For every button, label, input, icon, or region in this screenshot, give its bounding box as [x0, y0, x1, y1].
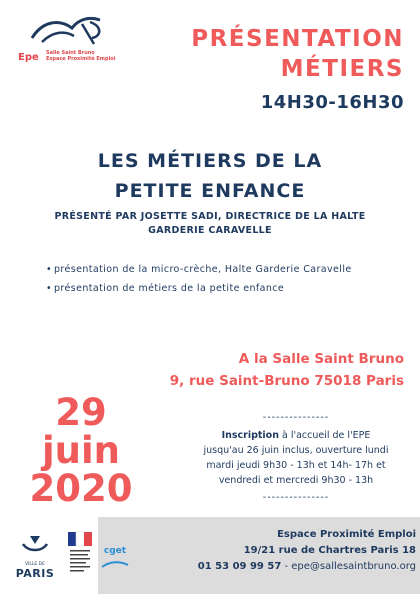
footer-name: Espace Proximité Emploi	[277, 529, 416, 540]
inscription-block	[178, 428, 414, 488]
date-month: juin	[41, 429, 121, 472]
republique-logo	[66, 530, 96, 582]
paris-ville: VILLE DE	[24, 562, 45, 567]
presenter-line1: PRÉSENTÉ PAR JOSETTE SADI, DIRECTRICE DE LA HALTE	[54, 211, 366, 222]
venue-line1: A la Salle Saint Bruno	[238, 351, 404, 367]
footer-email[interactable]: - epe@sallesaintbruno.org	[281, 561, 416, 572]
bird-logo-icon	[28, 14, 108, 52]
venue	[170, 348, 404, 392]
marianne-flag-icon	[66, 530, 94, 582]
inscription-line1: à l'accueil de l'EPE	[278, 430, 371, 441]
main-title	[0, 146, 420, 206]
bullet-list	[46, 262, 368, 300]
logo-line2: Espace Proximité Emploi	[46, 56, 116, 62]
inscription-line2: jusqu'au 26 juin inclus, ouverture lundi	[203, 445, 389, 456]
event-date	[26, 391, 136, 510]
logo-line1: Salle Saint Bruno	[46, 50, 95, 56]
inscription-line4: vendredi et mercredi 9h30 - 13h	[218, 475, 374, 486]
inscription-label: Inscription	[221, 430, 279, 441]
presenter	[30, 210, 390, 238]
header-title-line2: MÉTIERS	[280, 56, 404, 82]
presenter-line2: GARDERIE CARAVELLE	[148, 225, 272, 236]
date-year: 2020	[29, 467, 133, 510]
epe-logo	[18, 14, 128, 78]
paris-ship-icon	[20, 532, 50, 556]
header-time: 14H30-16H30	[260, 92, 404, 113]
date-day: 29	[55, 391, 107, 434]
main-title-line1: LES MÉTIERS DE LA	[97, 150, 323, 172]
header-title	[191, 24, 404, 84]
venue-line2: 9, rue Saint-Bruno 75018 Paris	[169, 373, 404, 389]
main-title-line2: PETITE ENFANCE	[114, 180, 306, 202]
paris-logo	[12, 532, 58, 584]
inscription-line3: mardi jeudi 9h30 - 13h et 14h- 17h et	[206, 460, 386, 471]
list-item: • présentation de métiers de la petite enfance	[46, 281, 368, 296]
header-title-line1: PRÉSENTATION	[191, 26, 404, 52]
footer-contact	[100, 527, 416, 575]
divider-top: ---------------	[262, 412, 330, 423]
paris-name: PARIS	[15, 567, 55, 580]
footer-phone[interactable]: 01 53 09 99 57	[197, 561, 282, 572]
list-item: • présentation de la micro-crèche, Halte Garderie Caravelle	[46, 262, 368, 277]
footer-address: 19/21 rue de Chartres Paris 18	[243, 545, 416, 556]
divider-bottom: ---------------	[262, 492, 330, 503]
logo-brand: Epe	[18, 52, 39, 63]
cget-text: cget	[103, 546, 127, 556]
